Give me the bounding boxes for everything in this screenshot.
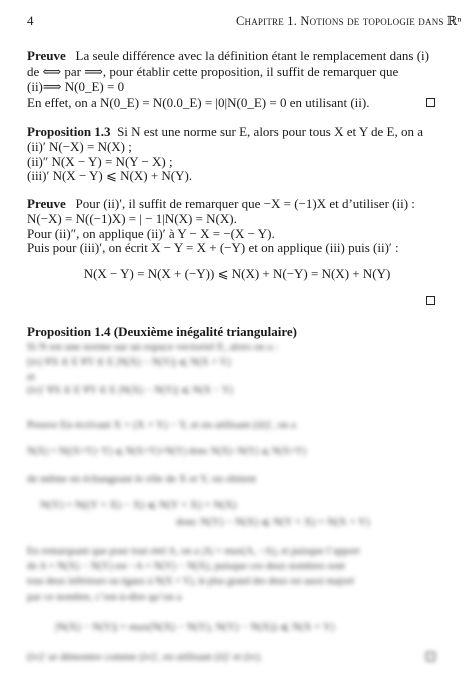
proof1-line2: de ⟺ par ⟹, pour établir cette proposition, il suffit de remarquer que — [27, 64, 399, 79]
blurred-line: tous deux inférieurs ou égaux à N(X + Y), le plus grand des deux est aussi majoré — [27, 576, 355, 587]
qed-box — [426, 98, 435, 107]
prop13-text1: Si N est une norme sur E, alors pour tous X et Y de E, on a — [117, 124, 423, 139]
proof2-line2: N(−X) = N((−1)X) = | − 1|N(X) = N(X). — [27, 211, 237, 226]
blurred-line: par ce nombre, c’est-à-dire qu’on a — [27, 591, 182, 603]
proof2-text1: Pour (ii)′, il suffit de remarquer que −X = (−1)X et d’utiliser (ii) : — [75, 196, 415, 211]
blurred-line: En remarquant que pour tout réel A, on a |A| = max(A, −A), et puisque l’apport — [27, 546, 360, 557]
blurred-line: et — [27, 371, 35, 383]
proof2-line1 — [27, 197, 415, 211]
display-equation: N(X − Y) = N(X + (−Y)) ⩽ N(X) + N(−Y) = N(X) + N(Y) — [83, 266, 391, 281]
blurred-line: de même en échangeant le rôle de X et Y, on obtient — [27, 473, 257, 485]
prop13-item2: (ii)″ N(X − Y) = N(Y − X) ; — [27, 154, 173, 169]
prop13-item3: (iii)′ N(X − Y) ⩽ N(X) + N(Y). — [27, 168, 193, 183]
blurred-line: |N(X) − N(Y)| = max(N(X) − N(Y), N(Y) − N(X)) ⩽ N(X + Y) — [55, 621, 335, 633]
proof1-line1 — [27, 49, 429, 63]
blurred-line: N(X) = N((X+Y)−Y) ⩽ N(X+Y)+N(Y) donc N(X)−N(Y) ⩽ N(X+Y) — [27, 446, 306, 457]
blurred-line: (iv) ∀X ∈ E ∀Y ∈ E |N(X) − N(Y)| ⩽ N(X + Y) — [27, 357, 231, 368]
running-title: Chapitre 1. Notions de topologie dans ℝⁿ — [236, 14, 462, 28]
proof1-line3: (ii)⟹ N(0_E) = 0 — [27, 79, 125, 94]
page-number: 4 — [27, 13, 34, 28]
blurred-line: Preuve En écrivant X = (X + Y) − Y, et en utilisant (iii)′, on a — [27, 419, 296, 431]
qed-box — [426, 296, 435, 305]
prop13-line1 — [27, 125, 423, 139]
proof1-text1: La seule différence avec la définition étant le remplacement dans (i) — [75, 48, 429, 63]
proof-label: Preuve — [27, 196, 66, 211]
blurred-line: de A = N(X) − N(Y) est −A = N(Y) − N(X), puisque ces deux nombres sont — [27, 561, 346, 572]
prop13-item1: (ii)′ N(−X) = N(X) ; — [27, 139, 132, 154]
qed-box — [426, 652, 435, 661]
prop14-heading: Proposition 1.4 (Deuxième inégalité triangulaire) — [27, 324, 297, 339]
proof-label: Preuve — [27, 48, 66, 63]
blurred-line: N(Y) = N((Y + X) − X) ⩽ N(Y + X) + N(X) — [40, 499, 237, 511]
proof2-line4: Puis pour (iii)′, on écrit X − Y = X + (−Y) et on applique (iii) puis (ii)′ : — [27, 240, 399, 255]
proof2-line3: Pour (ii)″, on applique (ii)′ à Y − X = −(X − Y). — [27, 226, 275, 241]
prop13-label: Proposition 1.3 — [27, 124, 111, 139]
blurred-line: donc N(Y) − N(X) ⩽ N(Y + X) = N(X + Y) — [176, 516, 370, 528]
blurred-line: Si N est une norme sur un espace vectoriel E, alors on a : — [27, 341, 279, 353]
blurred-line: (iv)′ se démontre comme (iv)′, en utilisant (ii)′ et (iv). — [27, 651, 263, 663]
blurred-line: (iv)′ ∀X ∈ E ∀Y ∈ E |N(X) − N(Y)| ⩽ N(X − Y) — [27, 385, 233, 396]
proof1-line4: En effet, on a N(0_E) = N(0.0_E) = |0|N(0_E) = 0 en utilisant (ii). — [27, 95, 370, 110]
